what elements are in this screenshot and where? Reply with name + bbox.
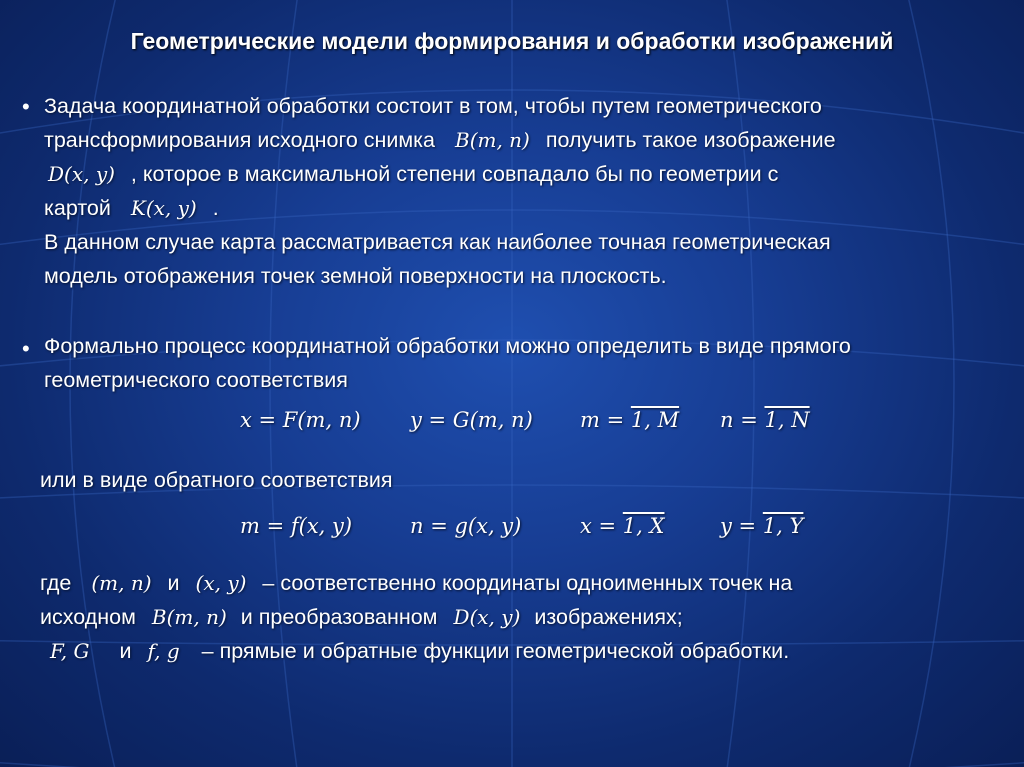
bullet-1-line-3: D(x, y) , которое в максимальной степени совпадало бы по геометрии с xyxy=(44,157,1004,191)
equation-direct xyxy=(0,408,1024,438)
eq-m-f: m = f(x, y) xyxy=(240,514,353,538)
eq-x-F: x = F(m, n) xyxy=(240,408,361,432)
bullet-2: • xyxy=(22,336,30,361)
where-line-1: где (m, n) и (x, y) – соответственно координаты одноименных точек на xyxy=(40,571,793,595)
where-block xyxy=(40,566,1000,668)
bullet-1-line-6: модель отображения точек земной поверхности на плоскость. xyxy=(44,264,667,288)
bullet-1-line-5: В данном случае карта рассматривается как наиболее точная геометрическая xyxy=(44,230,831,254)
eq-y-G: y = G(m, n) xyxy=(410,408,533,432)
math-d-xy: D(x, y) xyxy=(48,162,115,186)
eq-m-range: m = 1, M xyxy=(580,408,680,432)
where-line-2: исходном B(m, n) и преобразованном D(x, y) изображениях; xyxy=(40,605,683,629)
eq-n-g: n = g(x, y) xyxy=(410,514,522,538)
bullet-2-line-1: Формально процесс координатной обработки можно определить в виде прямого xyxy=(44,334,851,358)
bullet-1-text xyxy=(44,89,1004,293)
bullet-1-line-1: Задача координатной обработки состоит в том, чтобы путем геометрического xyxy=(44,94,822,118)
bullet-1-line-2: трансформирования исходного снимка B(m, n) получить такое изображение xyxy=(44,123,1004,157)
eq-n-range: n = 1, N xyxy=(720,408,810,432)
math-b-mn: B(m, n) xyxy=(455,128,530,152)
inverse-label: или в виде обратного соответствия xyxy=(40,468,393,492)
bullet-2-text xyxy=(44,329,1014,397)
bullet-2-line-2: геометрического соответствия xyxy=(44,368,348,392)
where-line-3: F, G и f, g – прямые и обратные функции геометрической обработки. xyxy=(50,639,790,663)
eq-x-range: x = 1, X xyxy=(580,514,665,538)
equation-inverse xyxy=(0,514,1024,544)
math-k-xy: K(x, y) xyxy=(130,196,197,220)
eq-y-range: y = 1, Y xyxy=(720,514,804,538)
slide-title: Геометрические модели формирования и обработки изображений xyxy=(130,28,894,54)
bullet-1-line-4: картой K(x, y) . xyxy=(44,191,1004,225)
bullet-1: • xyxy=(22,94,30,119)
